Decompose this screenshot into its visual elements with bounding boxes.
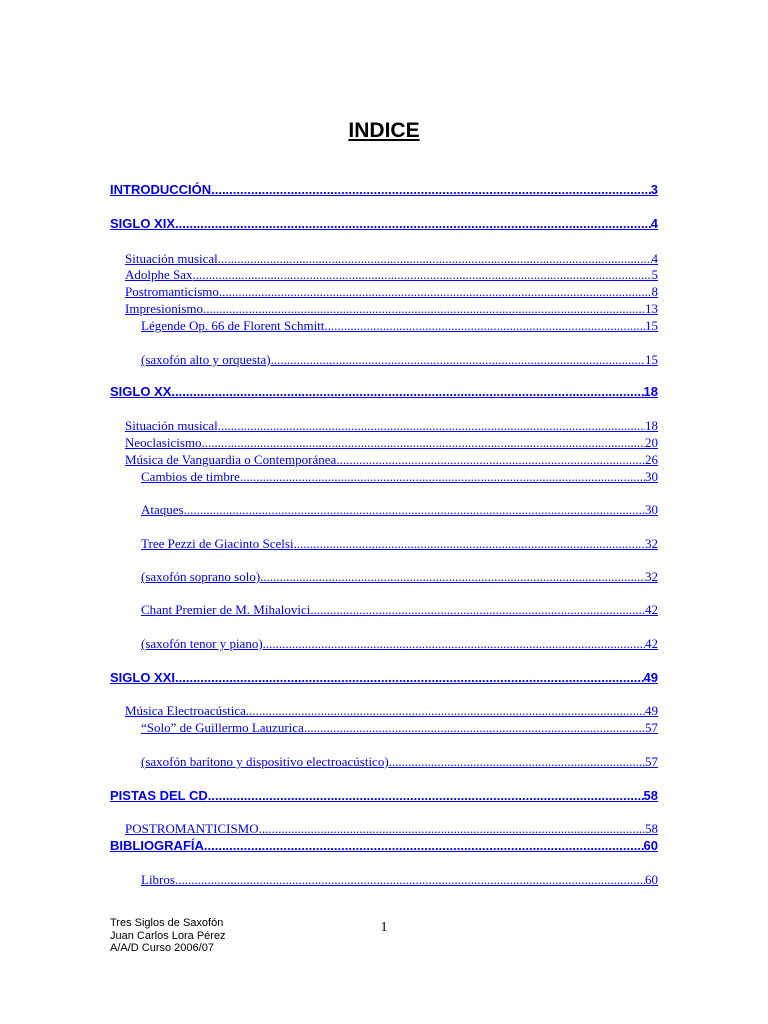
dot-leader: [294, 536, 645, 552]
toc-entry-page: 3: [650, 182, 658, 197]
toc-entry-label: INTRODUCCIÓN: [110, 182, 212, 197]
toc-entry-page: 4: [650, 216, 658, 231]
toc-entry-label: Ataques: [141, 502, 184, 517]
dot-leader: [259, 821, 645, 837]
dot-leader: [175, 216, 651, 232]
toc-entry-bibliografia[interactable]: [110, 838, 658, 854]
toc-entry-page: 49: [645, 703, 658, 718]
toc-entry-legende[interactable]: [141, 318, 658, 334]
toc-entry-page: 58: [645, 821, 658, 836]
toc-entry-page: 26: [645, 452, 658, 467]
toc-entry-saxofon-baritono[interactable]: [141, 754, 658, 770]
toc-entry-label: Situación musical: [125, 251, 218, 266]
toc-entry-page: 60: [643, 838, 658, 853]
toc-entry-solo-lauzurica[interactable]: [141, 720, 658, 736]
dot-leader: [336, 452, 645, 468]
toc-entry-label: SIGLO XX: [110, 384, 172, 399]
toc-entry-postromanticismo-cd[interactable]: [125, 821, 658, 837]
dot-leader: [175, 872, 645, 888]
toc-entry-introduccion[interactable]: [110, 182, 658, 198]
toc-entry-cambios-timbre[interactable]: [141, 469, 658, 485]
toc-entry-label: Postromanticismo: [125, 284, 219, 299]
toc-entry-tree-pezzi[interactable]: [141, 536, 658, 552]
dot-leader: [240, 469, 645, 485]
toc-entry-page: 32: [645, 569, 658, 584]
toc-entry-label: Tree Pezzi de Giacinto Scelsi: [141, 536, 294, 551]
toc-entry-label: (saxofón tenor y piano): [141, 636, 263, 651]
toc-entry-label: Cambios de timbre: [141, 469, 240, 484]
dot-leader: [184, 502, 645, 518]
toc-entry-ataques[interactable]: [141, 502, 658, 518]
dot-leader: [324, 318, 645, 334]
toc-entry-label: Situación musical: [125, 418, 218, 433]
dot-leader: [310, 602, 645, 618]
toc-entry-label: POSTROMANTICISMO: [125, 821, 259, 836]
toc-entry-siglo-xxi[interactable]: [110, 670, 658, 686]
toc-entry-musica-vanguardia[interactable]: [125, 452, 658, 468]
toc-entry-page: 18: [645, 418, 658, 433]
toc-entry-libros[interactable]: [141, 872, 658, 888]
dot-leader: [260, 569, 645, 585]
toc-entry-page: 30: [645, 502, 658, 517]
toc-entry-impresionismo[interactable]: [125, 301, 658, 317]
toc-entry-page: 57: [645, 720, 658, 735]
footer-title: Tres Siglos de Saxofón: [110, 917, 224, 929]
dot-leader: [246, 703, 645, 719]
toc-entry-page: 5: [651, 267, 658, 282]
dot-leader: [203, 301, 645, 317]
dot-leader: [219, 284, 652, 300]
toc-entry-page: 42: [645, 602, 658, 617]
toc-entry-label: Música Electroacústica: [125, 703, 246, 718]
toc-entry-label: (saxofón soprano solo): [141, 569, 261, 584]
toc-entry-page: 13: [645, 301, 658, 316]
toc-entry-situacion-musical[interactable]: [125, 251, 658, 267]
toc-entry-label: Impresionismo: [125, 301, 203, 316]
toc-entry-neoclasicismo[interactable]: [125, 435, 658, 451]
toc-entry-saxofon-tenor[interactable]: [141, 636, 658, 652]
dot-leader: [389, 754, 645, 770]
toc-entry-page: 32: [645, 536, 658, 551]
dot-leader: [263, 636, 645, 652]
dot-leader: [171, 384, 643, 400]
toc-entry-label: PISTAS DEL CD: [110, 788, 208, 803]
dot-leader: [208, 788, 644, 804]
toc-entry-page: 60: [645, 872, 658, 887]
toc-entry-chant-premier[interactable]: [141, 602, 658, 618]
toc-entry-siglo-xx[interactable]: [110, 384, 658, 400]
footer-author: Juan Carlos Lora Pérez: [110, 929, 226, 942]
toc-entry-postromanticismo[interactable]: [125, 284, 658, 300]
dot-leader: [202, 435, 645, 451]
dot-leader: [304, 720, 645, 736]
toc-entry-page: 8: [651, 284, 658, 299]
toc-entry-label: “Solo” de Guillermo Lauzurica: [141, 720, 304, 735]
toc-entry-situacion-musical-xx[interactable]: [125, 418, 658, 434]
dot-leader: [218, 418, 645, 434]
toc-entry-label: Légende Op. 66 de Florent Schmitt: [141, 318, 325, 333]
toc-entry-label: Libros: [141, 872, 175, 887]
toc-entry-page: 57: [645, 754, 658, 769]
dot-leader: [211, 182, 651, 198]
toc-entry-page: 58: [643, 788, 658, 803]
toc-entry-page: 18: [643, 384, 658, 399]
toc-entry-page: 15: [645, 318, 658, 333]
toc-entry-label: (saxofón alto y orquesta): [141, 352, 271, 367]
toc-entry-musica-electroacustica[interactable]: [125, 703, 658, 719]
toc-entry-pistas-cd[interactable]: [110, 788, 658, 804]
toc-entry-label: Neoclasicismo: [125, 435, 202, 450]
dot-leader: [204, 838, 644, 854]
toc-entry-adolphe-sax[interactable]: [125, 267, 658, 283]
toc-entry-label: Chant Premier de M. Mihalovici: [141, 602, 311, 617]
toc-entry-siglo-xix[interactable]: [110, 216, 658, 232]
toc-entry-saxofon-soprano[interactable]: [141, 569, 658, 585]
toc-entry-label: Adolphe Sax: [125, 267, 193, 282]
toc-entry-label: (saxofón barítono y dispositivo electroacústico): [141, 754, 389, 769]
toc-entry-page: 4: [651, 251, 658, 266]
toc-entry-page: 49: [643, 670, 658, 685]
toc-entry-label: BIBLIOGRAFÍA: [110, 838, 204, 853]
dot-leader: [175, 670, 644, 686]
page-title: INDICE: [348, 119, 420, 142]
toc-entry-label: Música de Vanguardia o Contemporánea: [125, 452, 337, 467]
toc-entry-page: 42: [645, 636, 658, 651]
toc-entry-page: 20: [645, 435, 658, 450]
page-number: 1: [380, 920, 388, 935]
toc-entry-label: SIGLO XIX: [110, 216, 176, 231]
toc-entry-saxofon-alto[interactable]: [141, 352, 658, 368]
dot-leader: [193, 267, 652, 283]
toc-entry-label: SIGLO XXI: [110, 670, 176, 685]
dot-leader: [218, 251, 652, 267]
toc-entry-page: 30: [645, 469, 658, 484]
toc-entry-page: 15: [645, 352, 658, 367]
footer-course: A/A/D Curso 2006/07: [110, 942, 214, 954]
dot-leader: [271, 352, 645, 368]
